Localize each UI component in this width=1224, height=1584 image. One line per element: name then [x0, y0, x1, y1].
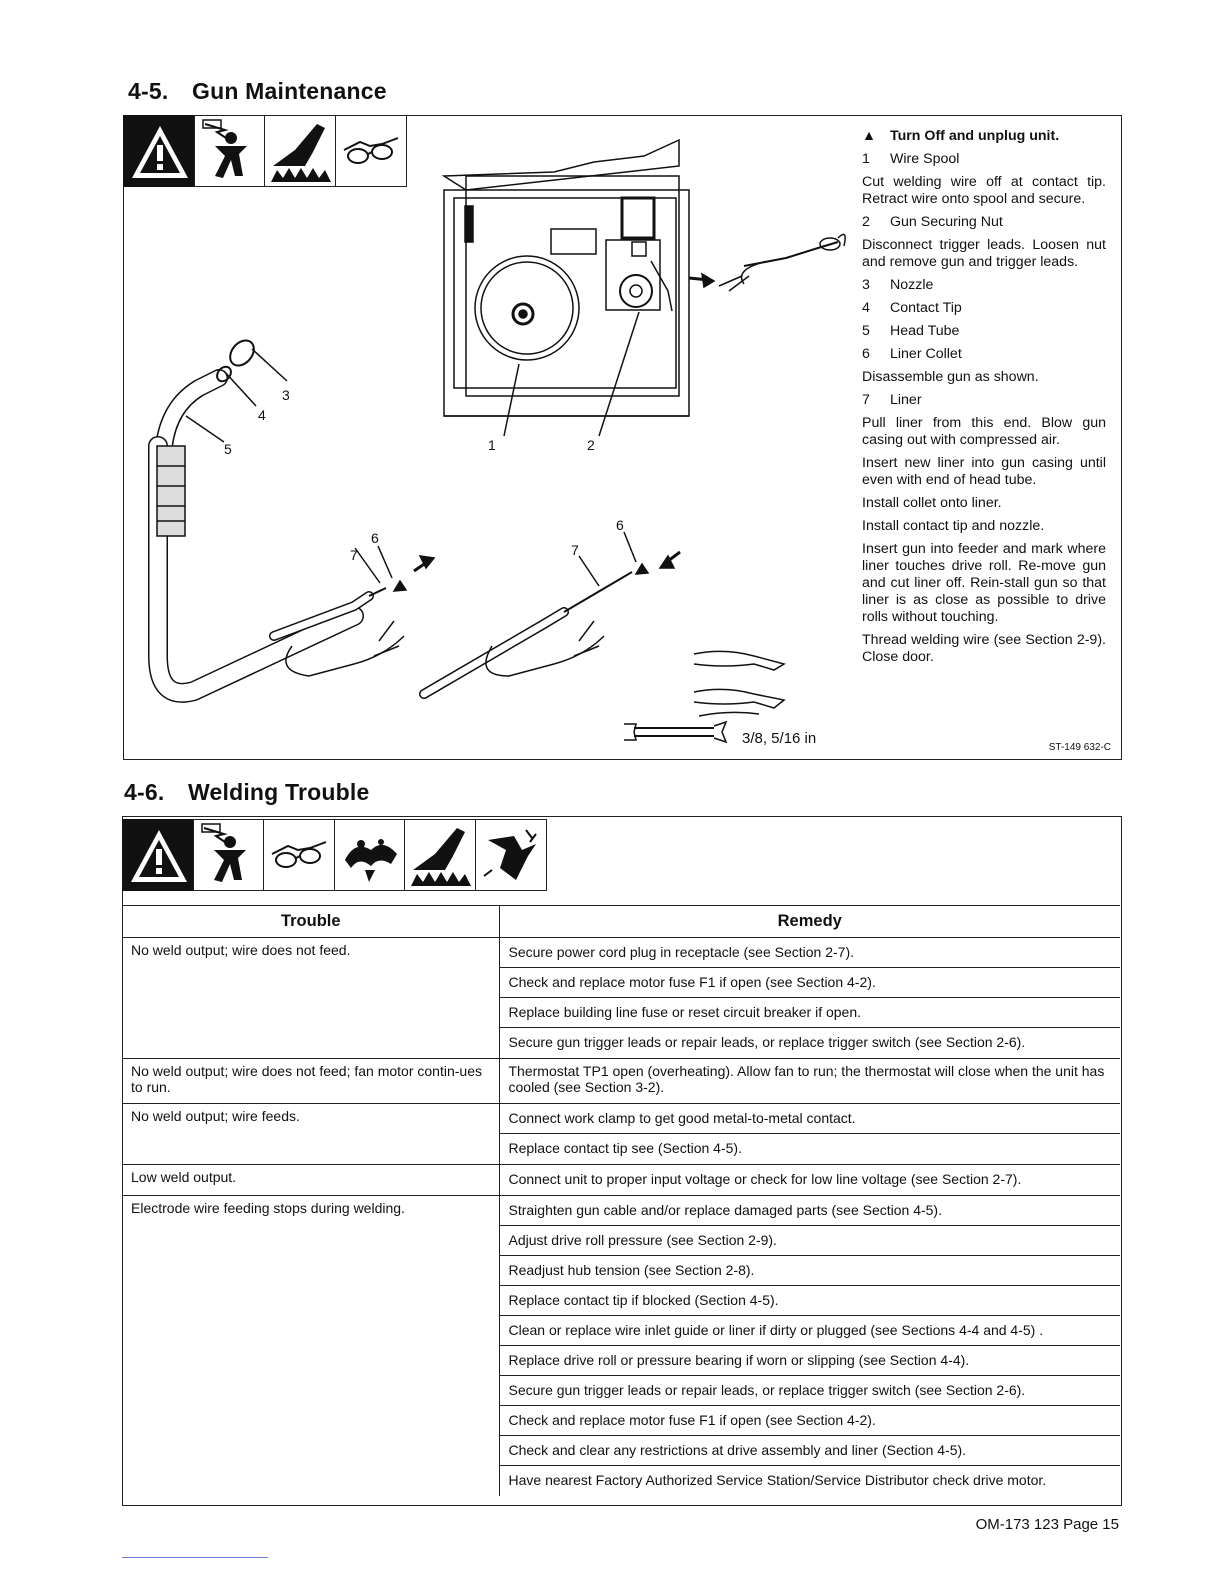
trouble-cell: No weld output; wire feeds.: [123, 1104, 499, 1165]
table-header-row: [123, 906, 1120, 938]
step-paragraph: Disassemble gun as shown.: [862, 369, 1039, 385]
flying-metal-icon: [475, 819, 547, 891]
table-row: [123, 1104, 1120, 1165]
remedy-item: Clean or replace wire inlet guide or liner if dirty or plugged (see Sections 4-4 and 4-5) .: [500, 1316, 1121, 1346]
remedy-item: Secure gun trigger leads or repair leads, or replace trigger switch (see Section 2-6).: [508, 1034, 1026, 1050]
step-paragraph: Install collet onto liner.: [862, 495, 1002, 511]
trouble-cell: No weld output; wire does not feed.: [123, 938, 499, 1059]
trouble-cell: Low weld output.: [123, 1165, 499, 1196]
callout-6-right: 6: [616, 517, 624, 533]
step-item-liner-collet: 6 Liner Collet: [862, 346, 962, 362]
step-item-liner: 7 Liner: [862, 392, 922, 408]
step-paragraph: Disconnect trigger leads. Loosen nut and remove gun and trigger leads.: [862, 237, 1106, 270]
remedy-item: Adjust drive roll pressure (see Section 2-9).: [500, 1226, 1121, 1256]
step-paragraph: Cut welding wire off at contact tip. Retract wire onto spool and secure.: [862, 174, 1106, 207]
step-item-wire-spool: 1 Wire Spool: [862, 151, 960, 167]
callout-7-right: 7: [571, 542, 579, 558]
callout-5: 5: [224, 441, 232, 457]
remedy-item: Thermostat TP1 open (overheating). Allow fan to run; the thermostat will close when the unit has cooled (see Section 3-2).: [508, 1063, 1105, 1095]
step-item-nozzle: 3 Nozzle: [862, 277, 934, 293]
remedy-cell: [499, 938, 1120, 1059]
remedy-item: Straighten gun cable and/or replace damaged parts (see Section 4-5).: [500, 1196, 1121, 1226]
safety-glasses-icon: [263, 819, 335, 891]
step-item-contact-tip: 4 Contact Tip: [862, 300, 962, 316]
section-title-gun-maintenance: 4-5. Gun Maintenance: [128, 78, 387, 104]
step-paragraph: Thread welding wire (see Section 2-9). Close door.: [862, 632, 1106, 665]
remedy-item: Replace building line fuse or reset circuit breaker if open.: [500, 998, 1121, 1028]
caution-step: ▲ Turn Off and unplug unit.: [862, 128, 1060, 144]
electric-shock-icon: [193, 819, 265, 891]
remedy-item: Check and replace motor fuse F1 if open (see Section 4-2).: [500, 1406, 1121, 1436]
header-trouble: Trouble: [123, 906, 499, 938]
callout-6-left: 6: [371, 530, 379, 546]
remedy-item: Check and clear any restrictions at drive assembly and liner (Section 4-5).: [500, 1436, 1121, 1466]
table-row: [123, 1196, 1120, 1497]
header-remedy: Remedy: [499, 906, 1120, 938]
remedy-item: Replace contact tip if blocked (Section 4-5).: [500, 1286, 1121, 1316]
callout-2: 2: [587, 437, 595, 453]
page-footer: OM-173 123 Page 15: [975, 1516, 1119, 1533]
step-item-gun-securing-nut: 2 Gun Securing Nut: [862, 214, 1003, 230]
figure-code: ST-149 632-C: [1048, 742, 1111, 753]
hot-parts-icon: [404, 819, 476, 891]
gun-maintenance-steps: [862, 128, 1106, 672]
trouble-cell: Electrode wire feeding stops during welding.: [123, 1196, 499, 1497]
step-paragraph: Insert new liner into gun casing until even with end of head tube.: [862, 455, 1106, 488]
caution-triangle-icon: ▲: [862, 128, 877, 144]
remedy-item: Have nearest Factory Authorized Service Station/Service Distributor check drive motor.: [508, 1472, 1047, 1488]
remedy-item: Readjust hub tension (see Section 2-8).: [500, 1256, 1121, 1286]
table-row: [123, 1165, 1120, 1196]
warning-triangle-icon: [122, 819, 194, 891]
tool-size-label: 3/8, 5/16 in: [742, 730, 817, 747]
callout-7-left: 7: [350, 547, 358, 563]
remedy-item: Replace contact tip see (Section 4-5).: [508, 1140, 742, 1156]
remedy-cell: [499, 1104, 1120, 1165]
step-paragraph: Install contact tip and nozzle.: [862, 518, 1045, 534]
remedy-item: Replace drive roll or pressure bearing if worn or slipping (see Section 4-4).: [500, 1346, 1121, 1376]
step-paragraph: Pull liner from this end. Blow gun casing out with compressed air.: [862, 415, 1106, 448]
welding-trouble-table: [123, 905, 1120, 1496]
step-item-head-tube: 5 Head Tube: [862, 323, 960, 339]
remedy-item: Secure gun trigger leads or repair leads, or replace trigger switch (see Section 2-6).: [500, 1376, 1121, 1406]
remedy-cell: [499, 1165, 1120, 1196]
remedy-cell: [499, 1196, 1120, 1497]
remedy-item: Secure power cord plug in receptacle (see Section 2-7).: [500, 938, 1121, 968]
table-row: [123, 938, 1120, 1059]
remedy-item: Check and replace motor fuse F1 if open (see Section 4-2).: [500, 968, 1121, 998]
trouble-cell: No weld output; wire does not feed; fan motor contin-ues to run.: [123, 1059, 499, 1104]
table-row: [123, 1059, 1120, 1104]
gun-maintenance-illustration: [124, 116, 854, 758]
step-paragraph: Insert gun into feeder and mark where liner touches drive roll. Re-move gun and cut liner off. Rein-stall gun so that liner is as close as possible to drive rolls without touching.: [862, 541, 1106, 625]
wt-warning-strip: [122, 819, 547, 891]
remedy-item: Connect unit to proper input voltage or check for low line voltage (see Section 2-7).: [508, 1171, 1022, 1187]
remedy-item: Connect work clamp to get good metal-to-metal contact.: [500, 1104, 1121, 1134]
fumes-icon: [334, 819, 406, 891]
section-title-welding-trouble: 4-6. Welding Trouble: [124, 779, 370, 805]
callout-4: 4: [258, 407, 266, 423]
welding-trouble-panel: [122, 816, 1122, 1506]
callout-3: 3: [282, 387, 290, 403]
gun-maintenance-panel: [123, 115, 1122, 760]
remedy-cell: [499, 1059, 1120, 1104]
callout-1: 1: [488, 437, 496, 453]
footnote-rule: [122, 1557, 268, 1558]
